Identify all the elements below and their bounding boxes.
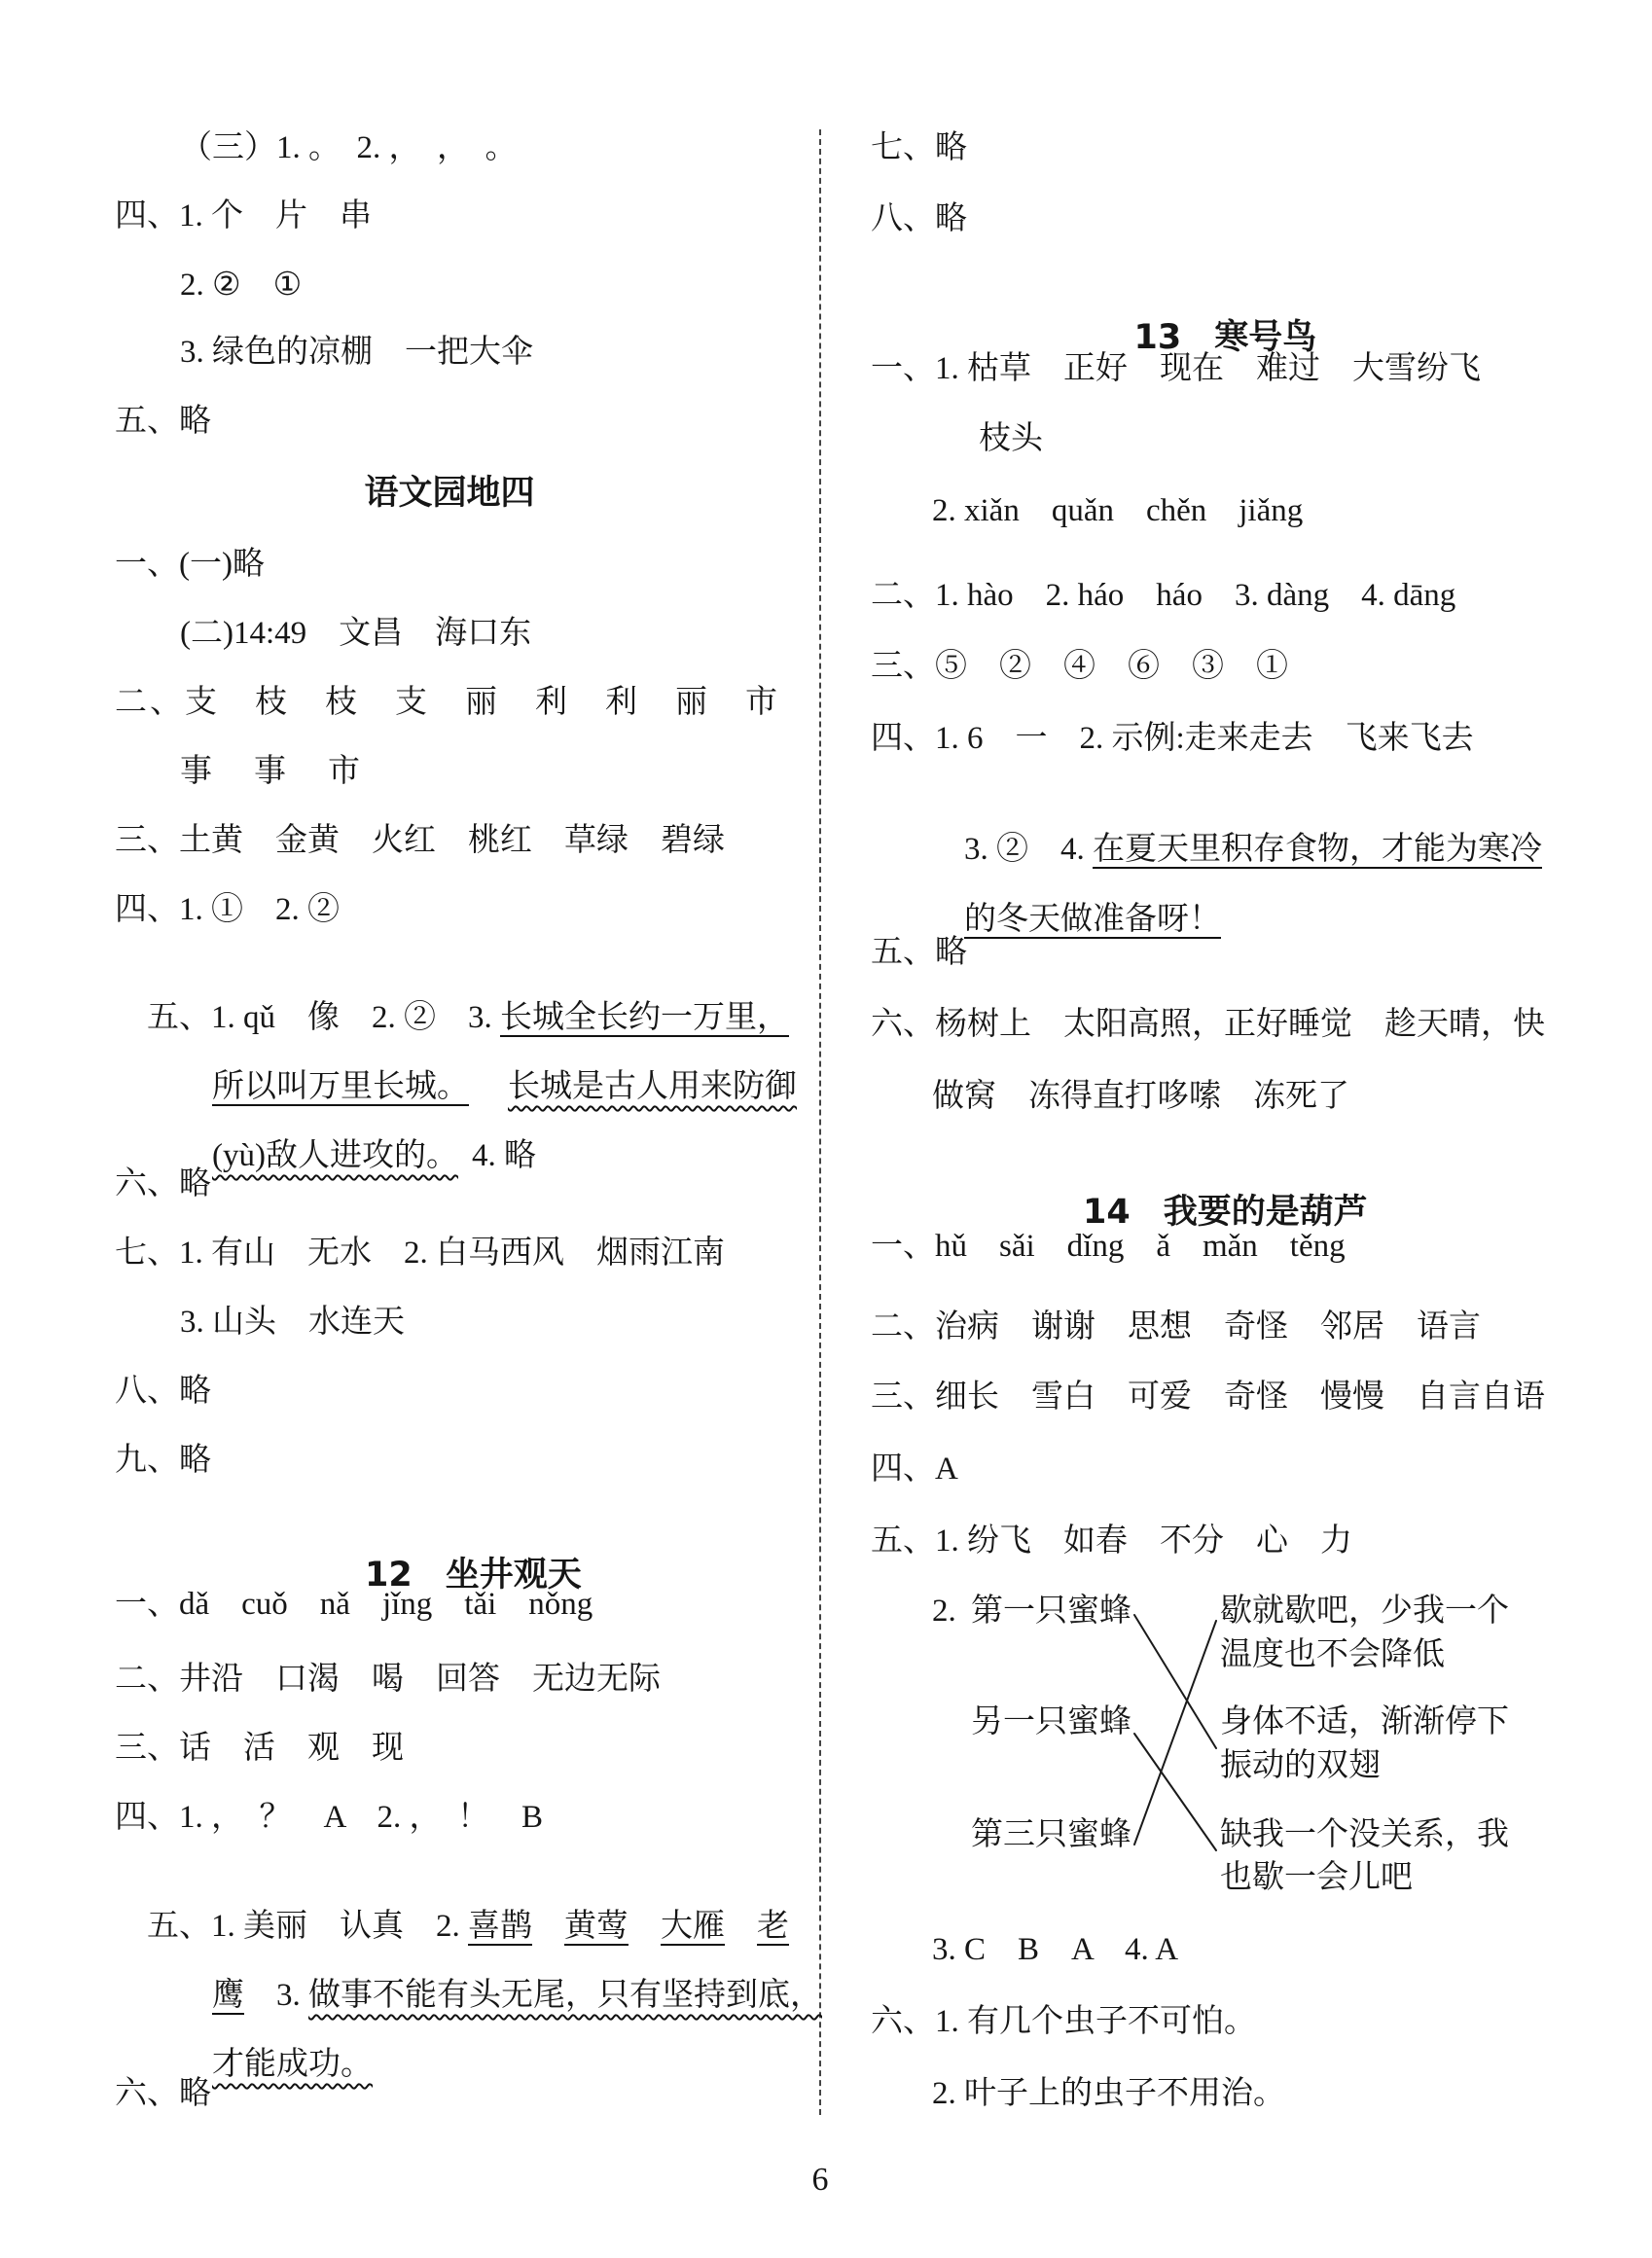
answer-line: 三、细长 雪白 可爱 奇怪 慢慢 自言自语 — [871, 1380, 1545, 1415]
answer-line: 六、略 — [115, 1166, 211, 1201]
answer-line: 九、略 — [115, 1443, 211, 1478]
answer-line — [932, 791, 1542, 867]
answer-line — [115, 1868, 789, 1944]
answer-line: (二)14:49 文昌 海口东 — [180, 616, 532, 651]
page-number: 6 — [811, 2162, 829, 2198]
answer-line: 四、1. 个 片 串 — [115, 198, 372, 233]
answer-line: 二、治病 谢谢 思想 奇怪 邻居 语言 — [871, 1309, 1481, 1344]
wavy-underlined-answer: 才能成功。 — [212, 2047, 373, 2082]
answer-line: 3. 山头 水连天 — [180, 1305, 405, 1340]
answer-line: 二、支 枝 枝 支 丽 利 利 丽 市 — [115, 685, 780, 720]
answer-line — [180, 2006, 373, 2082]
answer-line: 二、1. hào 2. háo háo 3. dàng 4. dāng — [871, 578, 1456, 613]
answer-line: 二、井沿 口渴 喝 回答 无边无际 — [115, 1662, 661, 1697]
answer-prefix: 五、1. 美丽 认真 2. — [147, 1909, 468, 1944]
matching-connector-line — [1134, 1734, 1216, 1850]
answer-line: 2. xiǎn quǎn chěn jiǎng — [932, 493, 1304, 528]
answer-line: 做窝 冻得直打哆嗦 冻死了 — [932, 1079, 1349, 1114]
underlined-answer: 鹰 — [212, 1978, 244, 2013]
underlined-answer: 的冬天做准备呀！ — [964, 902, 1221, 937]
answer-line: 六、略 — [115, 2076, 211, 2111]
answer-line: 3. 绿色的凉棚 一把大伞 — [180, 335, 533, 370]
wavy-underlined-answer: 做事不能有头无尾，只有坚持到底， — [308, 1978, 822, 2013]
matching-statement-right-item: 歇就歇吧，少我一个 — [1220, 1594, 1509, 1629]
answer-line: 一、dǎ cuǒ nǎ jǐng tǎi nǒng — [115, 1587, 593, 1622]
answer-line: 六、杨树上 太阳高照，正好睡觉 趁天晴，快 — [871, 1007, 1545, 1042]
column-divider — [819, 129, 821, 2115]
matching-connector-line — [1134, 1621, 1216, 1845]
answer-line: 事 事 市 — [180, 754, 365, 789]
matching-lines — [1119, 1576, 1236, 1887]
answer-line: 五、略 — [115, 404, 211, 439]
answer-line — [180, 1097, 536, 1173]
answer-line: 四、1. ① 2. ② — [115, 892, 340, 927]
answer-line: （三）1. 。 2. ， ， 。 — [180, 130, 518, 165]
matching-statement-right-item: 也歇一会儿吧 — [1220, 1860, 1413, 1895]
answer-line — [180, 1028, 797, 1104]
answer-prefix: 3. ② 4. — [964, 832, 1093, 867]
matching-statement-right-item: 振动的双翅 — [1220, 1748, 1381, 1783]
underlined-answer: 大雁 — [661, 1909, 725, 1944]
answer-line: 四、1. ， ？ A 2. ， ！ B — [115, 1800, 544, 1835]
answer-line: 三、话 活 观 现 — [115, 1731, 404, 1766]
answer-line: 一、hǔ sǎi dǐng ǎ mǎn těng — [871, 1229, 1346, 1264]
matching-statement-right-item: 身体不适，渐渐停下 — [1220, 1704, 1509, 1739]
answer-text: 3. — [276, 1978, 308, 2013]
answer-line: 七、略 — [871, 130, 967, 165]
answer-line: 2. ② ① — [180, 268, 303, 303]
answer-line: 七、1. 有山 无水 2. 白马西风 烟雨江南 — [115, 1236, 725, 1271]
matching-bee-left-item: 另一只蜜蜂 — [971, 1704, 1131, 1739]
lesson-title: 寒号鸟 — [1214, 318, 1317, 357]
lesson-heading — [871, 273, 1532, 357]
answer-text: 4. 略 — [471, 1138, 536, 1173]
answer-line — [180, 1937, 822, 2013]
matching-bee-left-item: 第三只蜜蜂 — [971, 1817, 1131, 1852]
matching-number: 2. — [932, 1594, 956, 1629]
answer-line: 四、A — [871, 1452, 958, 1487]
wavy-underlined-answer: (yù)敌人进攻的。 — [212, 1138, 458, 1173]
answer-line: 枝头 — [979, 421, 1043, 456]
answer-prefix: 五、1. qǔ 像 2. ② 3. — [147, 1000, 500, 1035]
underlined-answer: 在夏天里积存食物，才能为寒冷 — [1093, 832, 1542, 867]
answer-line: 3. C B A 4. A — [932, 1932, 1179, 1967]
answer-line: 一、1. 枯草 正好 现在 难过 大雪纷飞 — [871, 351, 1481, 386]
lesson-number: 12 — [365, 1556, 413, 1595]
lesson-title: 坐井观天 — [445, 1556, 582, 1595]
underlined-answer: 老 — [757, 1909, 789, 1944]
answer-line: 三、土黄 金黄 火红 桃红 草绿 碧绿 — [115, 823, 725, 858]
lesson-heading — [871, 1148, 1532, 1232]
answer-line: 五、1. 纷飞 如春 不分 心 力 — [871, 1523, 1352, 1559]
answer-line — [932, 861, 1221, 937]
answer-line: 三、⑤ ② ④ ⑥ ③ ① — [871, 649, 1288, 684]
underlined-answer: 所以叫万里长城。 — [212, 1069, 469, 1104]
underlined-answer: 黄莺 — [564, 1909, 628, 1944]
answer-line: 2. 叶子上的虫子不用治。 — [932, 2076, 1285, 2111]
section-title: 语文园地四 — [364, 474, 535, 513]
lesson-number: 14 — [1083, 1193, 1131, 1232]
answer-line: 四、1. 6 一 2. 示例:走来走去 飞来飞去 — [871, 721, 1474, 756]
matching-connector-line — [1134, 1615, 1216, 1748]
lesson-heading — [115, 1511, 784, 1595]
answer-line: 五、略 — [871, 935, 967, 970]
lesson-number: 13 — [1133, 318, 1182, 357]
answer-line: 八、略 — [115, 1374, 211, 1409]
answer-line: 一、(一)略 — [115, 547, 265, 582]
matching-statement-right-item: 温度也不会降低 — [1220, 1637, 1445, 1672]
answer-line: 六、1. 有几个虫子不可怕。 — [871, 2004, 1256, 2039]
underlined-answer: 喜鹊 — [468, 1909, 532, 1944]
matching-statement-right-item: 缺我一个没关系，我 — [1220, 1817, 1509, 1852]
wavy-underlined-answer: 长城是古人用来防御 — [508, 1069, 797, 1104]
underlined-answer: 长城全长约一万里， — [500, 1000, 789, 1035]
answer-line: 八、略 — [871, 201, 967, 236]
answer-line — [115, 959, 789, 1035]
lesson-title: 我要的是葫芦 — [1163, 1193, 1368, 1232]
matching-bee-left-item: 第一只蜜蜂 — [971, 1594, 1131, 1629]
